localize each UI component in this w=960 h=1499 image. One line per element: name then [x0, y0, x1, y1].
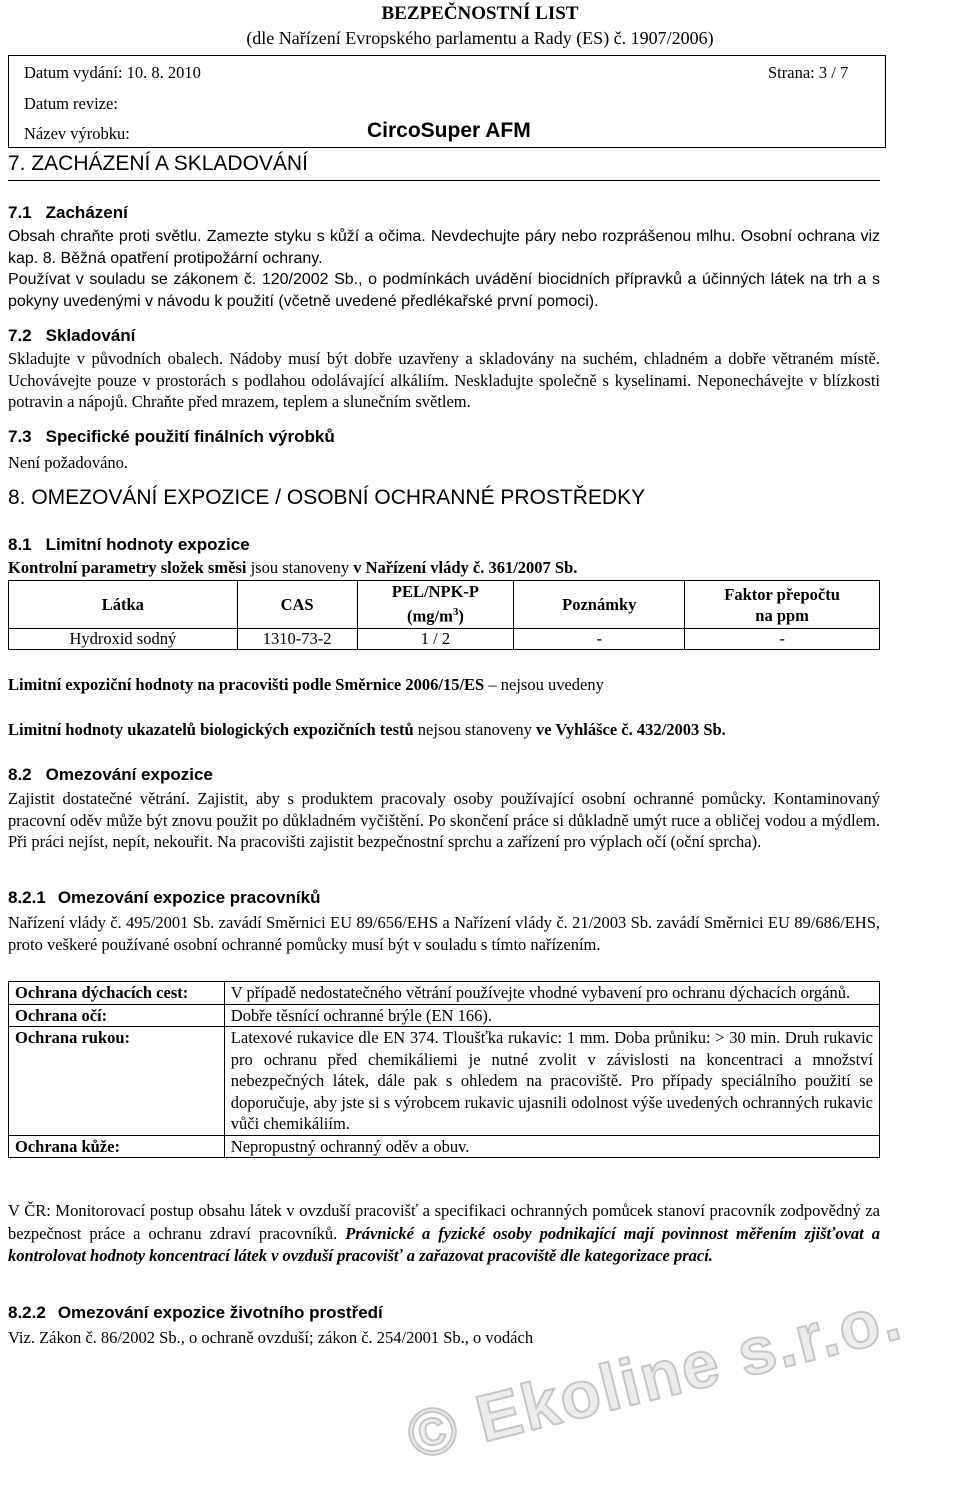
- bio-limits-line: [8, 720, 726, 740]
- section-7-2-heading: [8, 326, 135, 346]
- section-8-1-title: Limitní hodnoty expozice: [45, 535, 250, 554]
- ppe-label-hands: Ochrana rukou:: [9, 1027, 225, 1136]
- header-bottom-rule: [8, 147, 886, 148]
- ppe-value-respiratory: V případě nedostatečného větrání používejte vhodné vybavení pro ochranu dýchacích orgánů.: [224, 982, 879, 1005]
- doc-regulation: (dle Nařízení Evropského parlamentu a Rady (ES) č. 1907/2006): [246, 28, 714, 48]
- watermark: © Ekoline s.r.o.: [399, 1278, 909, 1474]
- ppe-label-eyes: Ochrana očí:: [9, 1004, 225, 1027]
- eu-limits-line: [8, 675, 604, 695]
- col-pel-unit-b: ): [458, 606, 464, 626]
- section-7-1-text-b: Používat v souladu se zákonem č. 120/2002 Sb., o podmínkách uvádění biocidních přípravků a účinných látek na trh a s pokyny uvedenými v návodu k použití (včetně uvedené předlékařské první pomoci).: [8, 271, 880, 310]
- header-right-border: [885, 55, 886, 148]
- section-8-2-2-heading: [8, 1303, 383, 1323]
- section-8-2-2-text: Viz. Zákon č. 86/2002 Sb., o ochraně ovzduší; zákon č. 254/2001 Sb., o vodách: [8, 1328, 534, 1347]
- ppe-label-skin: Ochrana kůže:: [9, 1135, 225, 1158]
- section-8-1-number: 8.1: [8, 535, 32, 554]
- header-left-border: [8, 55, 9, 148]
- bio-limits-bold-2: ve Vyhlášce č. 432/2003 Sb.: [536, 720, 726, 739]
- doc-title: BEZPEČNOSTNÍ LIST: [381, 3, 579, 24]
- product-name: CircoSuper AFM: [367, 119, 531, 142]
- section-7-2-text: Skladujte v původních obalech. Nádoby musí být dobře uzavřeny a skladovány na suchém, chladném a dobře větraném místě. Uchovávejte pouze v prostorách s podlahou odolávající alkáliím. Neskladujte společně s kyselinami. Neponechávejte v blízkosti potravin a nápojů. Chraňte před mrazem, teplem a slunečním světlem.: [8, 349, 880, 411]
- issue-date: [24, 63, 201, 83]
- intro-bold-1: Kontrolní parametry složek směsi: [8, 558, 247, 577]
- col-factor: [685, 581, 880, 629]
- section-7-3-heading: [8, 427, 335, 447]
- section-7-title: 7. ZACHÁZENÍ A SKLADOVÁNÍ: [8, 152, 308, 175]
- page-number: [768, 63, 848, 83]
- section-7-rule: [8, 180, 880, 181]
- section-7-1-heading: [8, 203, 128, 223]
- ppe-table: [8, 981, 880, 1158]
- col-pel-line1: PEL/NPK-P: [391, 582, 479, 602]
- section-8-2-number: 8.2: [8, 765, 32, 784]
- cell-notes: -: [514, 629, 685, 650]
- section-7-1-number: 7.1: [8, 203, 32, 222]
- col-pel-unit: [358, 602, 514, 627]
- cell-cas: 1310-73-2: [237, 629, 357, 650]
- page-value: 3 / 7: [818, 63, 849, 82]
- eu-limits-bold: Limitní expoziční hodnoty na pracovišti podle Směrnice 2006/15/ES: [8, 675, 485, 694]
- col-cas: CAS: [237, 581, 357, 629]
- section-7-2-title: Skladování: [45, 326, 136, 345]
- section-8-2-2-number: 8.2.2: [8, 1303, 46, 1322]
- col-factor-line1: Faktor přepočtu: [724, 584, 840, 604]
- intro-bold-2: v Nařízení vlády č. 361/2007 Sb.: [353, 558, 578, 577]
- ppe-label-respiratory: Ochrana dýchacích cest:: [9, 982, 225, 1005]
- section-8-2-1-title: Omezování expozice pracovníků: [57, 888, 321, 907]
- cell-substance: Hydroxid sodný: [9, 629, 238, 650]
- ppe-value-skin: Nepropustný ochranný oděv a obuv.: [224, 1135, 879, 1158]
- page-label: Strana:: [768, 63, 815, 82]
- section-8-1-heading: [8, 535, 250, 555]
- cell-pel: 1 / 2: [357, 629, 514, 650]
- section-7-3-text: Není požadováno.: [8, 453, 129, 472]
- table-row: [9, 1027, 880, 1136]
- exposure-limits-table: [8, 580, 880, 650]
- issue-date-value: 10. 8. 2010: [126, 63, 201, 82]
- limits-header-row: [9, 581, 880, 629]
- col-notes: Poznámky: [514, 581, 685, 629]
- table-row: [9, 1135, 880, 1158]
- section-8-2-text: Zajistit dostatečné větrání. Zajistit, aby s produktem pracovaly osoby používající osobní ochranné pomůcky. Kontaminovaný pracovní oděv může být znovu použit po důkladném vyčištění. Po skončení práce si důkladně umýt ruce a obličej vodou a mýdlem. Při práci nejíst, nepít, nekouřit. Na pracovišti zajistit bezpečnostní sprchu a zařízení pro výplach očí (oční sprcha).: [8, 789, 880, 851]
- section-7-3-number: 7.3: [8, 427, 32, 446]
- col-factor-line2: na ppm: [755, 605, 809, 625]
- bio-limits-bold-1: Limitní hodnoty ukazatelů biologických expozičních testů: [8, 720, 414, 739]
- col-pel: [357, 581, 514, 629]
- section-7-1-title: Zacházení: [45, 203, 128, 222]
- section-7-2-number: 7.2: [8, 326, 32, 345]
- col-pel-unit-sup: 3: [452, 606, 459, 619]
- section-7-3-title: Specifické použití finálních výrobků: [45, 427, 335, 446]
- section-8-2-title: Omezování expozice: [45, 765, 213, 784]
- ppe-value-hands: Latexové rukavice dle EN 374. Tloušťka rukavic: 1 mm. Doba průniku: > 30 min. Druh rukavic pro ochranu před chemikáliemi je nutné zvolit v závislosti na koncentraci a množství nebezpečných látek, dále pak s ohledem na pracoviště. Pro případy speciálního použití se doporučuje, aby jste si s výrobcem rukavic ujasnili odolnost výše uvedených ochranných rukavic vůči chemikáliím.: [224, 1027, 879, 1136]
- col-pel-unit-a: (mg/m: [407, 606, 453, 626]
- product-name-label: Název výrobku:: [24, 124, 130, 143]
- table-row: [9, 1004, 880, 1027]
- issue-date-label: Datum vydání:: [24, 63, 123, 82]
- col-substance: Látka: [9, 581, 238, 629]
- table-row: [9, 629, 880, 650]
- revision-date-label: Datum revize:: [24, 94, 118, 113]
- cell-factor: -: [685, 629, 880, 650]
- section-8-title: 8. OMEZOVÁNÍ EXPOZICE / OSOBNÍ OCHRANNÉ PROSTŘEDKY: [8, 486, 646, 509]
- header-top-rule: [8, 55, 886, 56]
- section-8-2-1-text: Nařízení vlády č. 495/2001 Sb. zavádí Směrnici EU 89/656/EHS a Nařízení vlády č. 21/2003 Sb. zavádí Směrnici EU 89/686/EHS, proto veškeré používané osobní ochranné pomůcky musí být v souladu s tímto nařízením.: [8, 913, 880, 954]
- monitoring-paragraph: [8, 1200, 880, 1268]
- table-row: [9, 982, 880, 1005]
- section-8-2-1-heading: [8, 888, 320, 908]
- monitoring-bold-italic: Právnické a fyzické osoby podnikající mají povinnost měřením zjišťovat a kontrolovat hodnoty koncentrací látek v ovzduší pracovišť a zařazovat pracoviště dle kategorizace prací.: [8, 1223, 881, 1265]
- section-8-2-1-number: 8.2.1: [8, 888, 46, 907]
- eu-limits-normal: – nejsou uvedeny: [484, 675, 604, 694]
- intro-normal: jsou stanoveny: [246, 558, 354, 577]
- bio-limits-normal: nejsou stanoveny: [413, 720, 537, 739]
- section-8-2-2-title: Omezování expozice životního prostředí: [57, 1303, 383, 1322]
- section-8-1-intro: [8, 558, 577, 578]
- section-8-2-heading: [8, 765, 213, 785]
- section-7-1-text-a: Obsah chraňte proti světlu. Zamezte styku s kůží a očima. Nevdechujte páry nebo rozprášenou mlhu. Osobní ochrana viz kap. 8. Běžná opatření protipožární ochrany.: [8, 228, 880, 267]
- monitoring-normal: V ČR: Monitorovací postup obsahu látek v ovzduší pracovišť a specifikaci ochranných pomůcek stanoví pracovník zodpovědný za bezpečnost práce a ochranu zdraví pracovníků.: [8, 1201, 880, 1243]
- ppe-value-eyes: Dobře těsnící ochranné brýle (EN 166).: [224, 1004, 879, 1027]
